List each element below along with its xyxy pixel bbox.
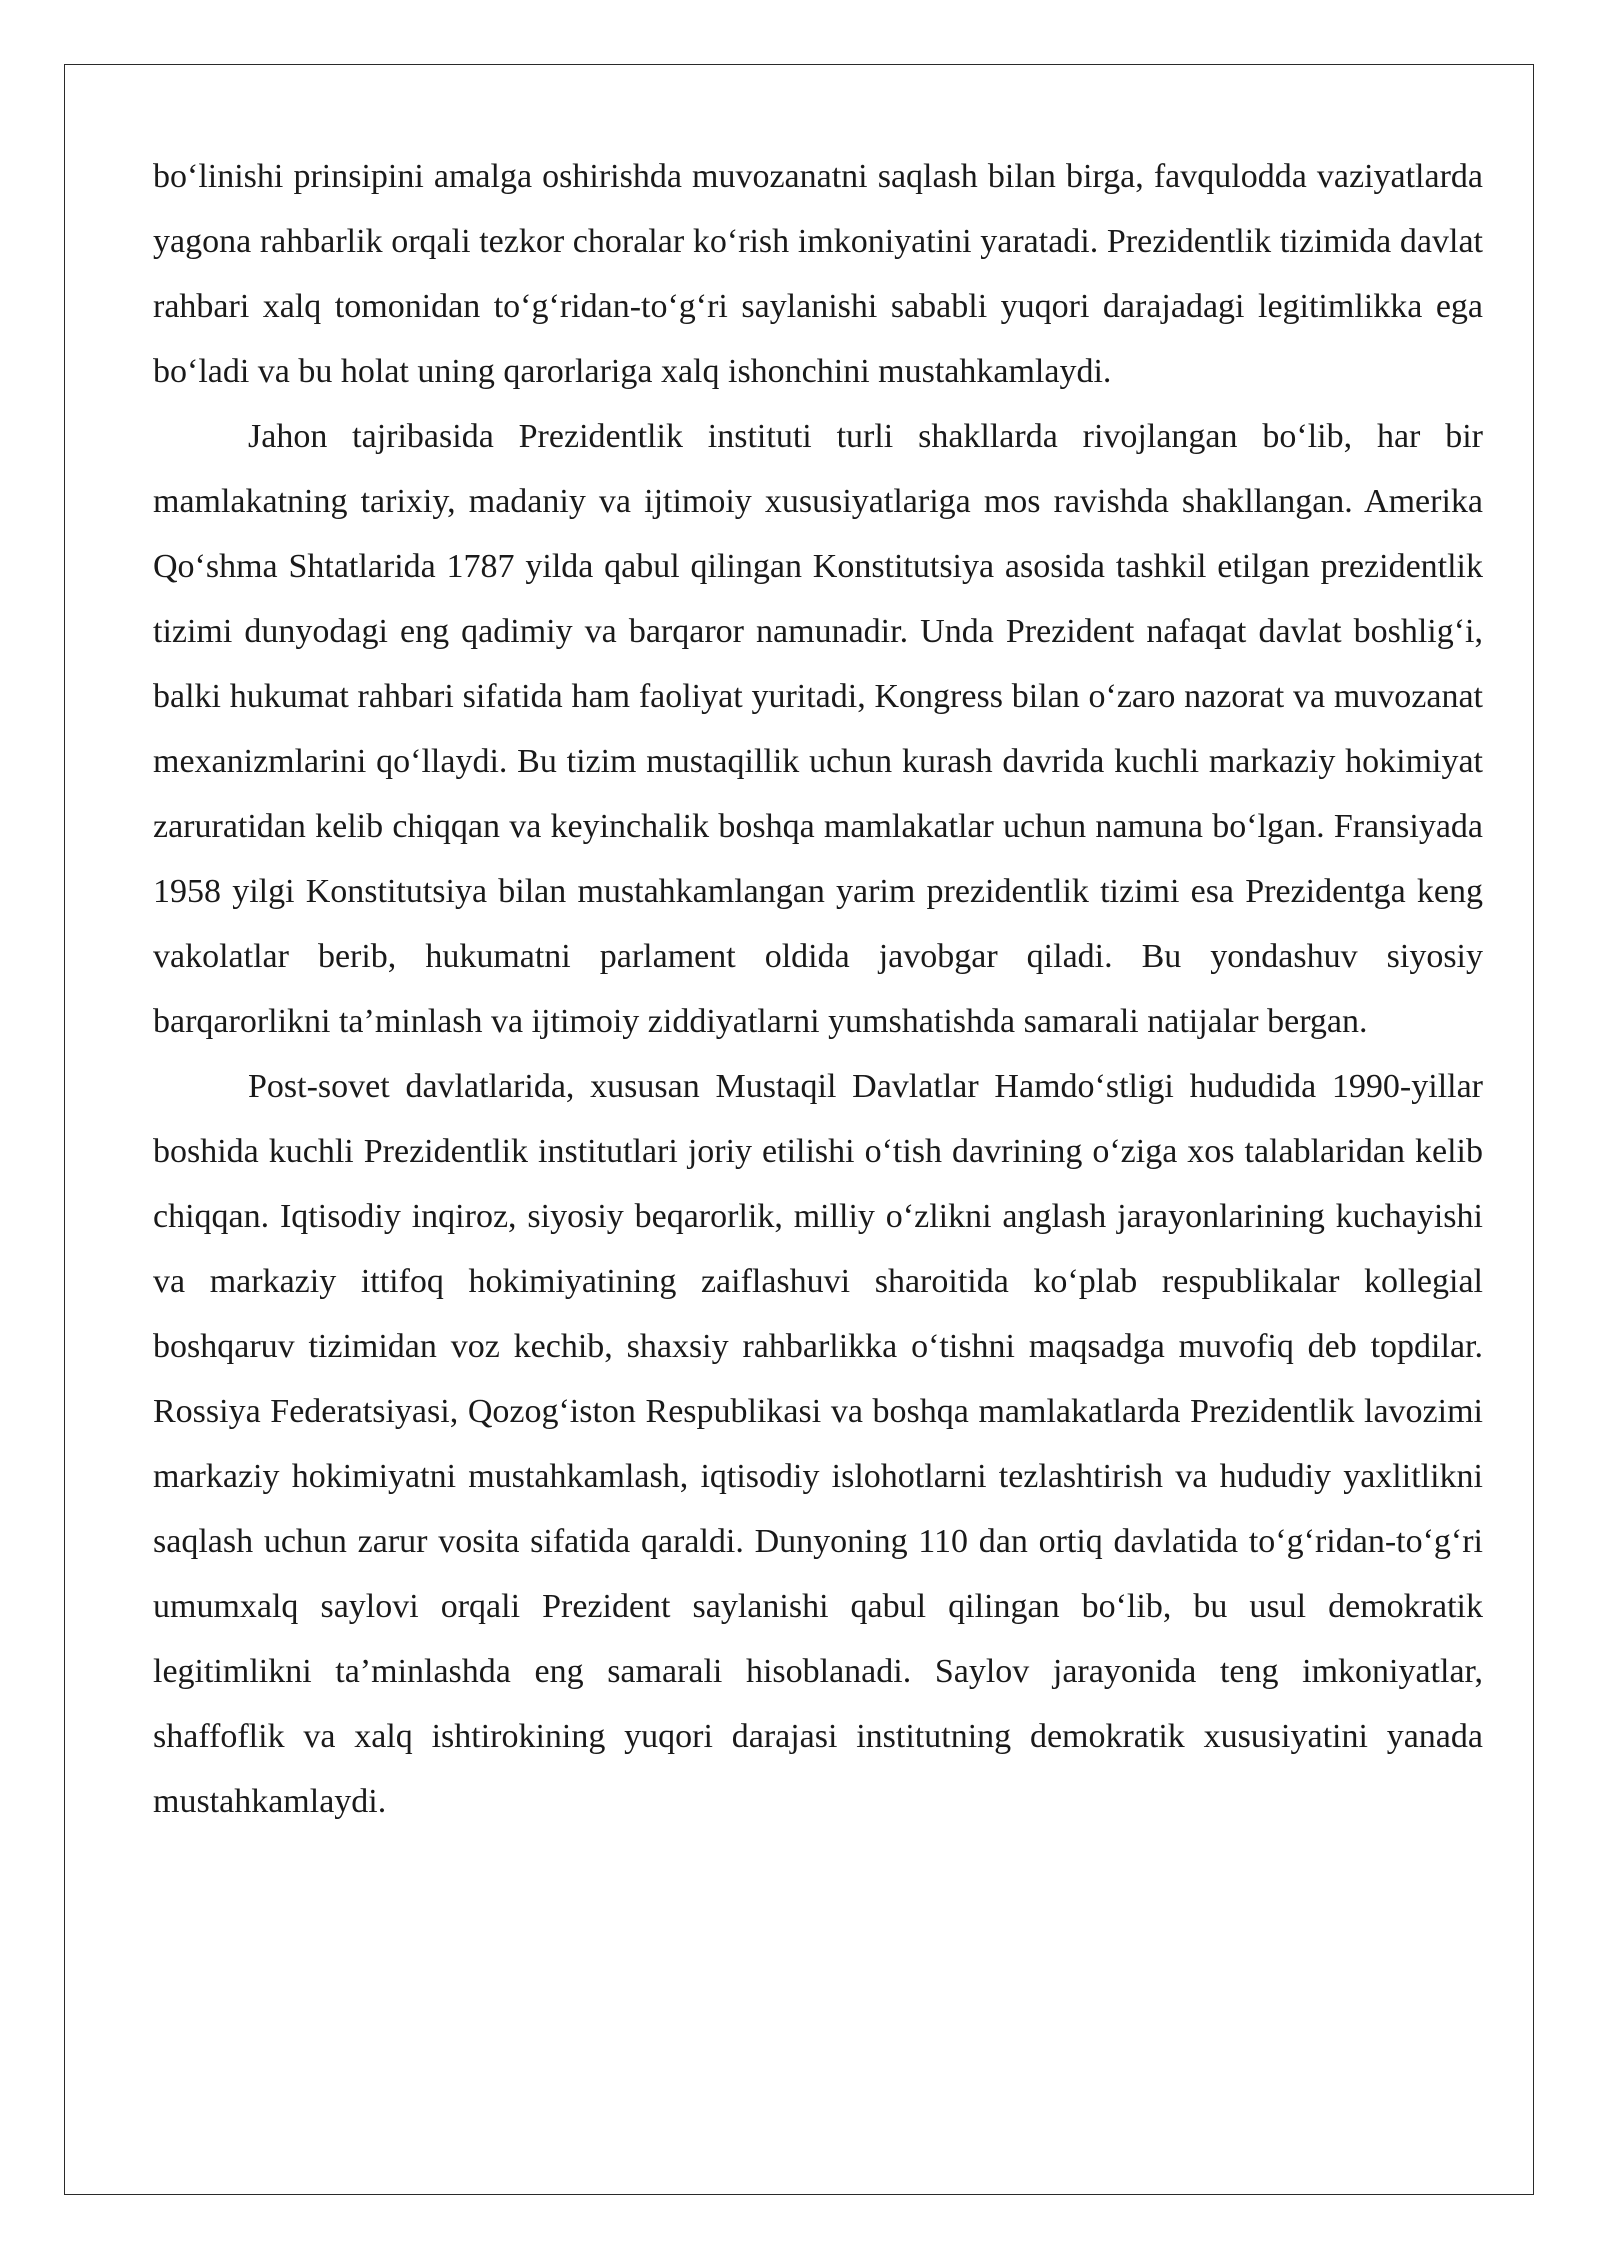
paragraph-3: Post-sovet davlatlarida, xususan Mustaqil Davlatlar Hamdo‘stligi hududida 1990-yillar boshida kuchli Prezidentlik institutlari joriy etilishi o‘tish davrining o‘ziga xos talablaridan kelib chiqqan. Iqtisodiy inqiroz, siyosiy beqarorlik, milliy o‘zlikni anglash jarayonlarining kuchayishi va markaziy ittifoq hokimiyatining zaiflashuvi sharoitida ko‘plab respublikalar kollegial boshqaruv tizimidan voz kechib, shaxsiy rahbarlikka o‘tishni maqsadga muvofiq deb topdilar. Rossiya Federatsiyasi, Qozog‘iston Respublikasi va boshqa mamlakatlarda Prezidentlik lavozimi markaziy hokimiyatni mustahkamlash, iqtisodiy islohotlarni tezlashtirish va hududiy yaxlitlikni saqlash uchun zarur vosita sifatida qaraldi. Dunyoning 110 dan ortiq davlatida to‘g‘ridan-to‘g‘ri umumxalq saylovi orqali Prezident saylanishi qabul qilingan bo‘lib, bu usul demokratik legitimlikni ta’minlashda eng samarali hisoblanadi. Saylov jarayonida teng imkoniyatlar, shaffoflik va xalq ishtirokining yuqori darajasi institutning demokratik xususiyatini yanada mustahkamlaydi. (153, 1068, 1483, 1820)
paragraph-1: bo‘linishi prinsipini amalga oshirishda muvozanatni saqlash bilan birga, favqulodda vaziyatlarda yagona rahbarlik orqali tezkor choralar ko‘rish imkoniyatini yaratadi. Prezidentlik tizimida davlat rahbari xalq tomonidan to‘g‘ridan-to‘g‘ri saylanishi sababli yuqori darajadagi legitimlikka ega bo‘ladi va bu holat uning qarorlariga xalq ishonchini mustahkamlaydi. (153, 158, 1483, 390)
paragraph-2: Jahon tajribasida Prezidentlik instituti turli shakllarda rivojlangan bo‘lib, har bir mamlakatning tarixiy, madaniy va ijtimoiy xususiyatlariga mos ravishda shakllangan. Amerika Qo‘shma Shtatlarida 1787 yilda qabul qilingan Konstitutsiya asosida tashkil etilgan prezidentlik tizimi dunyodagi eng qadimiy va barqaror namunadir. Unda Prezident nafaqat davlat boshlig‘i, balki hukumat rahbari sifatida ham faoliyat yuritadi, Kongress bilan o‘zaro nazorat va muvozanat mexanizmlarini qo‘llaydi. Bu tizim mustaqillik uchun kurash davrida kuchli markaziy hokimiyat zaruratidan kelib chiqqan va keyinchalik boshqa mamlakatlar uchun namuna bo‘lgan. Fransiyada 1958 yilgi Konstitutsiya bilan mustahkamlangan yarim prezidentlik tizimi esa Prezidentga keng vakolatlar berib, hukumatni parlament oldida javobgar qiladi. Bu yondashuv siyosiy barqarorlikni ta’minlash va ijtimoiy ziddiyatlarni yumshatishda samarali natijalar bergan. (153, 418, 1483, 1040)
document-body (153, 144, 1483, 1834)
